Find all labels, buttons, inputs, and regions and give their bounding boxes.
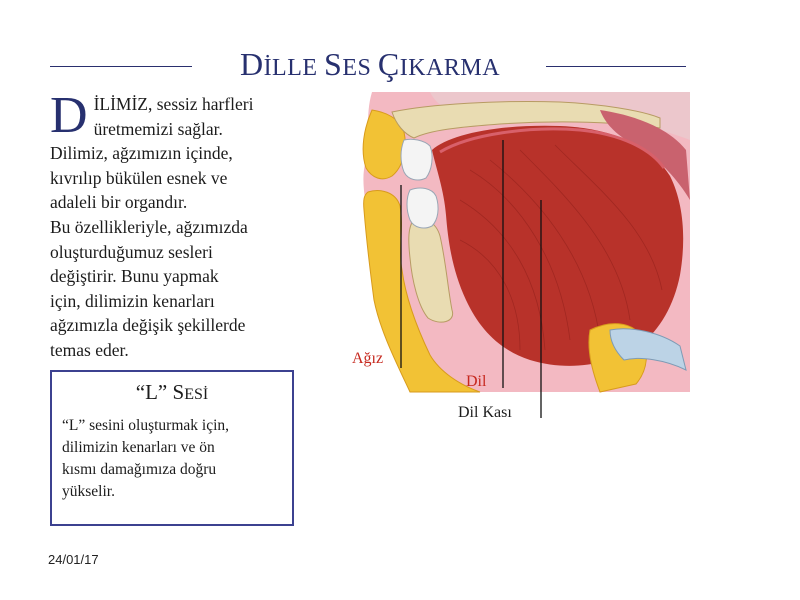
box-line: yükselir. <box>62 483 115 500</box>
l-sound-box-title: “L” SESİ <box>135 380 209 404</box>
label-agiz: Ağız <box>352 350 384 367</box>
label-dil: Dil <box>466 373 487 390</box>
body-line: için, dilimizin kenarları <box>50 290 215 311</box>
body-line: Dilimiz, ağzımızın içinde, <box>50 143 233 164</box>
body-line: İLİMİZ, sessiz harfleri <box>93 94 254 114</box>
body-line: Bu özellikleriyle, ağzımızda <box>50 216 248 237</box>
drop-cap: D <box>50 87 88 144</box>
box-line: kısmı damağımıza doğru <box>62 461 217 478</box>
body-line: ağzımızla değişik şekillerde <box>50 315 246 336</box>
body-line: üretmemizi sağlar. <box>93 118 223 139</box>
body-line: oluşturduğumuz sesleri <box>50 241 213 262</box>
box-line: “L” sesini oluşturmak için, <box>62 417 230 434</box>
upper-teeth <box>401 139 432 180</box>
lower-teeth <box>407 188 438 228</box>
body-line: temas eder. <box>50 339 129 360</box>
body-line: kıvrılıp bükülen esnek ve <box>50 167 228 188</box>
body-line: değiştirir. Bunu yapmak <box>50 266 219 287</box>
date-footer: 24/01/17 <box>48 552 99 567</box>
box-line: dilimizin kenarları ve ön <box>62 439 215 456</box>
body-line: adaleli bir organdır. <box>50 192 188 213</box>
label-dil-kasi: Dil Kası <box>458 404 512 421</box>
page-title: DİLLE SES ÇIKARMA <box>239 46 501 82</box>
